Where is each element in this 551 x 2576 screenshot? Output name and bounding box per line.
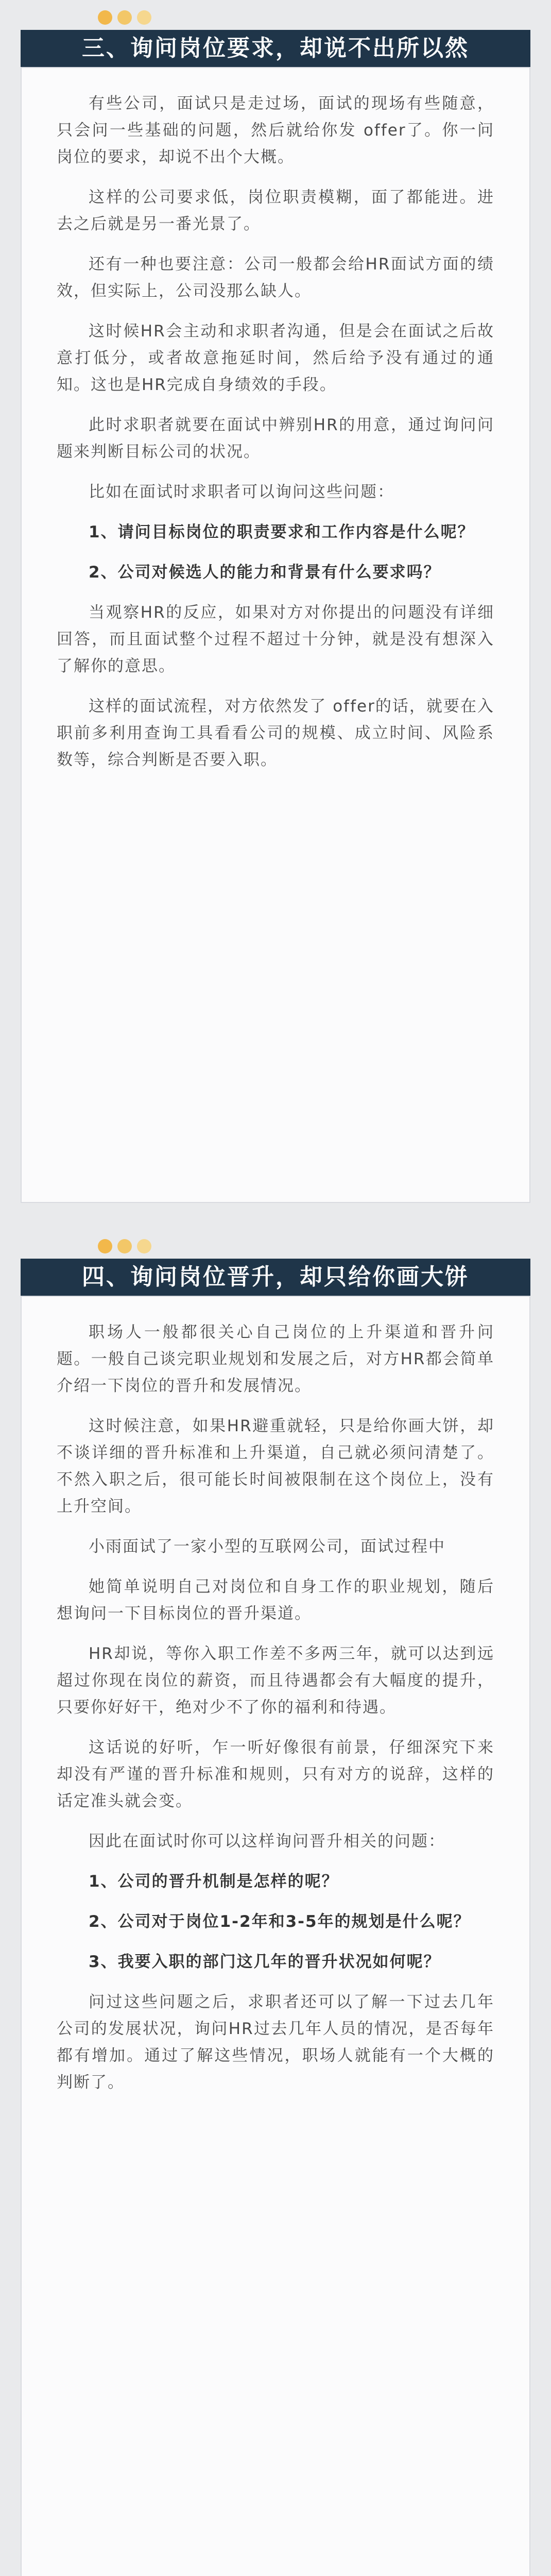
paragraph: 这话说的好听，乍一听好像很有前景，仔细深究下来却没有严谨的晋升标准和规则，只有对方的说辞，这样的话定准头就会变。 xyxy=(57,1738,494,1810)
paragraph: 这样的公司要求低，岗位职责模糊，面了都能进。进去之后就是另一番光景了。 xyxy=(57,188,494,233)
section-header xyxy=(21,1239,530,1296)
question-item: 2、公司对候选人的能力和背景有什么要求吗？ xyxy=(89,563,441,582)
question-item: 1、请问目标岗位的职责要求和工作内容是什么呢？ xyxy=(89,523,475,541)
section-header xyxy=(21,10,530,67)
paragraph: 还有一种也要注意：公司一般都会给HR面试方面的绩效，但实际上，公司没那么缺人。 xyxy=(57,255,494,300)
question-item: 3、我要入职的部门这几年的晋升状况如何呢？ xyxy=(89,1953,441,1971)
paragraph: 这时候HR会主动和求职者沟通，但是会在面试之后故意打低分，或者故意拖延时间，然后给予没有通过的通知。这也是HR完成自身绩效的手段。 xyxy=(57,322,494,394)
paragraph: 职场人一般都很关心自己岗位的上升渠道和晋升问题。一般自己谈完职业规划和发展之后，对方HR都会简单介绍一下岗位的晋升和发展情况。 xyxy=(57,1323,494,1395)
paragraph: 问过这些问题之后，求职者还可以了解一下过去几年公司的发展状况，询问HR过去几年人员的情况，是否每年都有增加。通过了解这些情况，职场人就能有一个大概的判断了。 xyxy=(57,1993,494,2092)
paragraph: 她简单说明自己对岗位和自身工作的职业规划，随后想询问一下目标岗位的晋升渠道。 xyxy=(57,1578,494,1623)
paragraph: HR却说，等你入职工作差不多两三年，就可以达到远超过你现在岗位的薪资，而且待遇都会有大幅度的提升，只要你好好干，绝对少不了你的福利和待遇。 xyxy=(57,1645,494,1717)
paragraph: 比如在面试时求职者可以询问这些问题： xyxy=(89,483,394,501)
paragraph: 这时候注意，如果HR避重就轻，只是给你画大饼，却不谈详细的晋升标准和上升渠道，自己就必须问清楚了。不然入职之后，很可能长时间被限制在这个岗位上，没有上升空间。 xyxy=(57,1417,494,1516)
paragraph: 因此在面试时你可以这样询问晋升相关的问题： xyxy=(89,1832,445,1851)
section-title: 四、询问岗位晋升，却只给你画大饼 xyxy=(21,1259,530,1296)
question-item: 1、公司的晋升机制是怎样的呢？ xyxy=(89,1872,339,1891)
decor-dots xyxy=(98,10,151,25)
section-body xyxy=(57,1319,494,2109)
paragraph: 小雨面试了一家小型的互联网公司，面试过程中 xyxy=(89,1537,445,1556)
paragraph: 这样的面试流程，对方依然发了 offer的话，就要在入职前多利用查询工具看看公司的规模、成立时间、风险系数等，综合判断是否要入职。 xyxy=(57,697,494,769)
question-item: 2、公司对于岗位1-2年和3-5年的规划是什么呢？ xyxy=(89,1912,471,1931)
paragraph: 有些公司，面试只是走过场，面试的现场有些随意，只会问一些基础的问题，然后就给你发 offer了。你一问岗位的要求，却说不出个大概。 xyxy=(57,94,494,166)
section-body xyxy=(57,90,494,787)
paragraph: 当观察HR的反应，如果对方对你提出的问题没有详细回答，而且面试整个过程不超过十分钟，就是没有想深入了解你的意思。 xyxy=(57,603,494,675)
paragraph: 此时求职者就要在面试中辨别HR的用意，通过询问问题来判断目标公司的状况。 xyxy=(57,416,494,461)
section-title: 三、询问岗位要求，却说不出所以然 xyxy=(21,30,530,67)
decor-dots xyxy=(98,1239,151,1253)
